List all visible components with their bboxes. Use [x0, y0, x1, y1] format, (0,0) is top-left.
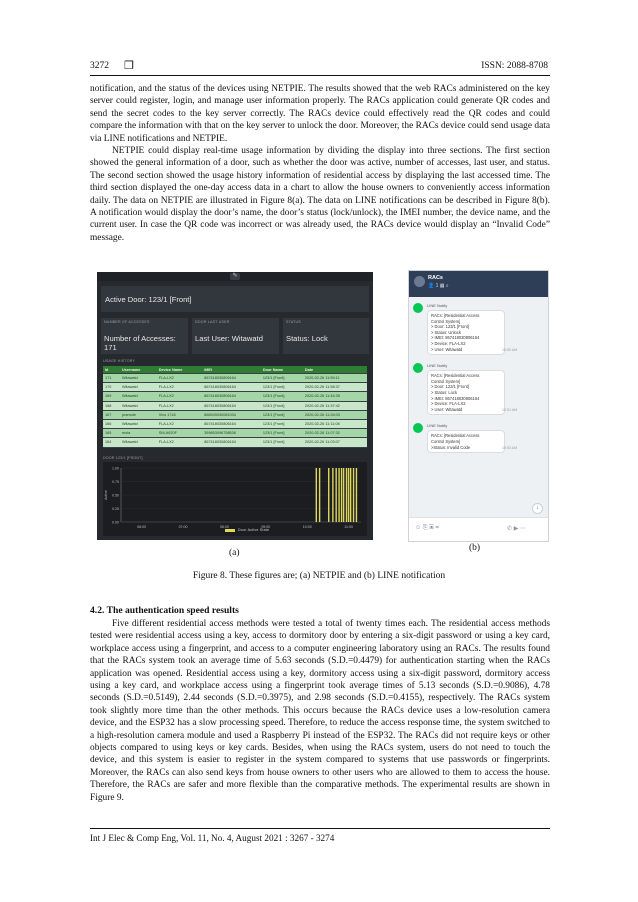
- table-cell: 2020-02-26 11:58:37: [303, 383, 367, 392]
- toolbar-icons[interactable]: ☺ ⎘ ▣ ⌗: [415, 525, 439, 531]
- table-cell: 2020-02-26 11:26:03: [303, 410, 367, 419]
- table-cell: Witawatd: [120, 374, 157, 383]
- netpie-paragraph: NETPIE could display real-time usage information by dividing the display into three sections. The first section showed the general information of a door, such as whether the door was active, number of accesses, last user, and status. The second section showed the usage history information of residential access by displaying the last accessed time. The third section displayed the one-day access data in a chart to allow the house owners to conveniently access information daily. The data on NETPIE are illustrated in Figure 8(a). The data on LINE notifications can be described in Figure 8(b). A notification would display the door’s name, the door’s status (lock/unlock), the IMEI number, the device name, and the current user. In case the QR code was incorrect or was already used, the RACs device would display an “Invalid Code” message.: [90, 146, 550, 243]
- table-cell: Witawatd: [120, 419, 157, 428]
- chart-label: DOOR 123/1 [FRONT]: [103, 456, 143, 460]
- y-tick-label: 0.50: [112, 493, 119, 498]
- table-cell: FLA-LX2: [157, 383, 202, 392]
- table-cell: 168: [103, 401, 120, 410]
- line-chat-body: [409, 297, 548, 517]
- body-text-bottom: [90, 618, 550, 804]
- table-cell: FLA-LX2: [157, 438, 202, 447]
- status-card: [283, 318, 369, 354]
- table-cell: Witawatd: [120, 392, 157, 401]
- accesses-card: [101, 318, 188, 354]
- message-line: > Device: FLA-LX2: [431, 401, 466, 407]
- message-line: > IMEI: 867418030806164: [431, 395, 480, 401]
- body-text-top: [90, 83, 550, 244]
- group-avatar: [414, 276, 425, 287]
- table-cell: 867418030806164: [202, 401, 261, 410]
- bar: [350, 468, 351, 522]
- table-cell: 2020-02-26 11:07:32: [303, 429, 367, 438]
- table-row: [103, 410, 367, 419]
- pencil-icon[interactable]: ✎: [230, 273, 240, 280]
- table-cell: 2020-02-26 11:11:08: [303, 419, 367, 428]
- message-line: > User: Witawatd: [431, 346, 463, 352]
- bar: [332, 468, 333, 522]
- section-heading: 4.2. The authentication speed results: [90, 605, 239, 616]
- line-notify-avatar: [413, 363, 423, 373]
- usage-history-table: [103, 366, 367, 448]
- message-bubble: [427, 370, 505, 415]
- y-tick-label: 1.00: [112, 466, 119, 471]
- table-cell: 2020-02-26 11:03:07: [303, 438, 367, 447]
- x-tick-label: 07:00: [178, 525, 188, 529]
- active-door-text: Active Door: 123/1 [Front]: [105, 295, 192, 304]
- bar: [353, 468, 354, 522]
- x-tick-label: 11:00: [344, 525, 353, 529]
- table-cell: 123/1 [Front]: [261, 438, 303, 447]
- header-rule: [90, 75, 550, 76]
- col-id[interactable]: Id: [103, 366, 120, 374]
- y-axis-label: Active: [104, 490, 108, 500]
- col-imei[interactable]: IMEI: [202, 366, 261, 374]
- message-line: > Status: Lock: [431, 389, 458, 395]
- message-line: > Status: Unlock: [431, 329, 461, 335]
- message-line: > User: Witawatd: [431, 406, 463, 412]
- message-bubble: [427, 310, 505, 355]
- table-cell: FLA-LX2: [157, 374, 202, 383]
- table-cell: 171: [103, 374, 120, 383]
- table-cell: FLA-LX2: [157, 392, 202, 401]
- sender-name: LINE Notify: [427, 363, 448, 369]
- intro-paragraph: notification, and the status of the devices using NETPIE. The results showed that the web RACs administered on the key server could register, login, and manage user information properly. The RACs application could generate QR codes and send the secret codes to the key server correctly. The RACs device could effectively read the QR codes and could compare the information with that on the key server to unlock the door. Moreover, the RACs device could send usage data via LINE notifications and NETPIE.: [90, 84, 550, 144]
- footer-rule: [90, 828, 550, 829]
- table-cell: 123/1 [Front]: [261, 429, 303, 438]
- results-paragraph: Five different residential access methods were tested a total of twenty times each. The residential access methods tested were residential access using a key, access to dormitory door by entering a six-digit password or using a key card, workplace access using a fingerprint, and access to a computer engineering laboratory using an RACs. The results found that the RACs system took an average time of 5.63 seconds (S.D.=0.4479) for authentication starting when the RACs application was opened. Residential access using a key, dormitory access using a six-digit password, dormitory access using a key card, and workplace access using a fingerprint took average times of 5.13 seconds (S.D.=0.9086), 4.78 seconds (S.D.=0.5149), 2.44 seconds (S.D.=0.3975), and 2.98 seconds (S.D.=0.4155), respectively. The RACs system took slightly more time than the other methods. This occurs because the RACs device uses a low-resolution camera device, and the ESP32 has a slow processing speed. Therefore, to reduce the access response time, the system switched to a high-resolution camera module and used a Raspberry Pi instead of the ESP32. The RACs did not require keys or other objects compared to using keys or key cards. Besides, when using the RACs system, users do not need to touch the device, and this system is easier to register in the system compared to systems that use passwords or fingerprints. Moreover, the RACs can also send keys from house owners to other users who are allowed to them to access the house. Therefore, the RACs are safer and more flexible than the comparative methods. The experimental results are shown in Figure 9.: [90, 619, 550, 803]
- bar: [343, 468, 344, 522]
- line-input-bar: [409, 517, 548, 542]
- bar: [341, 468, 342, 522]
- bar: [348, 468, 349, 522]
- table-cell: 123/1 [Front]: [261, 392, 303, 401]
- last-user-card: [192, 318, 279, 354]
- x-tick-label: 09:00: [261, 525, 271, 529]
- status-text: Status: Lock: [286, 334, 328, 343]
- col-door-name[interactable]: Door Name: [261, 366, 303, 374]
- table-cell: 867418030806164: [202, 392, 261, 401]
- scroll-down-icon[interactable]: ↓: [532, 503, 543, 514]
- label-a: (a): [229, 548, 240, 558]
- table-cell: pramote: [120, 410, 157, 419]
- table-cell: 867418030806164: [202, 438, 261, 447]
- table-cell: 165: [103, 429, 120, 438]
- message-line: > IMEI: 867418030806164: [431, 335, 480, 341]
- usage-history-label: USAGE HISTORY: [103, 359, 136, 363]
- table-cell: 170: [103, 383, 120, 392]
- col-device-name[interactable]: Device Name: [157, 366, 202, 374]
- y-tick-label: 0.25: [112, 506, 119, 511]
- bar: [335, 468, 336, 522]
- table-cell: 123/1 [Front]: [261, 383, 303, 392]
- table-row: [103, 438, 367, 447]
- call-icons[interactable]: ✆ ▶ ⋯: [507, 526, 526, 532]
- table-row: [103, 374, 367, 383]
- footer: Int J Elec & Comp Eng, Vol. 11, No. 4, August 2021 : 3267 - 3274: [90, 833, 335, 843]
- table-cell: mola: [120, 429, 157, 438]
- table-cell: 867418030806164: [202, 419, 261, 428]
- table-row: [103, 429, 367, 438]
- table-row: [103, 401, 367, 410]
- y-tick-label: 0.00: [112, 520, 119, 525]
- table-cell: 166: [103, 419, 120, 428]
- message-time: 10:53 AM: [502, 446, 518, 451]
- bar: [346, 468, 347, 522]
- chart-legend: Door Active State: [238, 528, 270, 532]
- table-cell: 2020-02-26 11:37:42: [303, 401, 367, 410]
- last-user-text: Last User: Witawatd: [195, 334, 263, 343]
- message-line: > Door: 123/1 [Front]: [431, 384, 469, 390]
- y-tick-label: 0.75: [112, 479, 119, 484]
- box-icon: ❒: [124, 60, 134, 72]
- figure-caption: Figure 8. These figures are; (a) NETPIE and (b) LINE notification: [192, 571, 446, 581]
- table-row: [103, 392, 367, 401]
- message-line: RACs: [Residential Access: [431, 313, 480, 318]
- active-door-card: [101, 286, 369, 312]
- netpie-dashboard: [97, 272, 373, 540]
- table-cell: FLA-LX2: [157, 401, 202, 410]
- table-row: [103, 383, 367, 392]
- table-cell: FLA-LX2: [157, 419, 202, 428]
- table-cell: SM-A920F: [157, 429, 202, 438]
- chat-title: RACs: [428, 275, 443, 281]
- table-header-row: [103, 366, 367, 374]
- x-tick-label: 08:00: [219, 525, 229, 529]
- table-row: [103, 419, 367, 428]
- message-line: > Device: FLA-LX2: [431, 340, 466, 346]
- line-header: [409, 271, 548, 297]
- table-cell: 2020-02-26 11:44:39: [303, 392, 367, 401]
- table-cell: 167: [103, 410, 120, 419]
- table-cell: 866949030081934: [202, 410, 261, 419]
- bar: [338, 468, 339, 522]
- label-b: (b): [469, 543, 481, 553]
- page-number: 3272: [90, 61, 109, 71]
- sender-name: LINE Notify: [427, 303, 448, 308]
- message-line: RACs: [Residential Access: [431, 373, 480, 379]
- col-date[interactable]: Date: [303, 366, 367, 374]
- bar: [356, 468, 357, 522]
- message-line: >Status: Invalid Code: [431, 444, 471, 450]
- table-cell: 169: [103, 392, 120, 401]
- table-cell: 123/1 [Front]: [261, 419, 303, 428]
- line-notify-avatar: [413, 303, 423, 313]
- message-time: 10:50 AM: [502, 348, 518, 353]
- accesses-small-label: NUMBER OF ACCESSES: [104, 320, 150, 324]
- last-user-small-label: DOOR LAST USER: [195, 320, 230, 324]
- line-notify-avatar: [413, 423, 423, 433]
- table-cell: Witawatd: [120, 438, 157, 447]
- x-tick-label: 06:00: [137, 525, 147, 529]
- message-line: > Door: 123/1 [Front]: [431, 324, 469, 330]
- message-line: RACs: [Residential Access: [431, 433, 480, 439]
- issn: ISSN: 2088-8708: [481, 61, 548, 71]
- x-tick-label: 10:00: [302, 525, 312, 529]
- line-notify-window: [408, 270, 549, 542]
- col-username[interactable]: Username: [120, 366, 157, 374]
- table-cell: 867418030806164: [202, 374, 261, 383]
- table-cell: 164: [103, 438, 120, 447]
- sender-name: LINE Notify: [427, 423, 448, 429]
- door-active-chart: [103, 462, 367, 536]
- table-cell: Witawatd: [120, 383, 157, 392]
- bar: [328, 468, 329, 522]
- legend-swatch: [225, 529, 235, 532]
- accesses-text: Number of Accesses: 171: [104, 334, 176, 352]
- table-cell: 123/1 [Front]: [261, 410, 303, 419]
- message-bubble: [427, 430, 505, 453]
- table-cell: Vivo 1718: [157, 410, 202, 419]
- table-cell: 867418030806164: [202, 383, 261, 392]
- table-cell: Witawatd: [120, 401, 157, 410]
- header-icons[interactable]: 👤 1 ▦ ⌕: [428, 283, 449, 289]
- status-small-label: STATUS: [286, 320, 301, 324]
- message-line: Control System]: [431, 318, 461, 324]
- bar: [319, 468, 320, 522]
- message-line: Control System]: [431, 378, 461, 384]
- bar: [316, 468, 317, 522]
- table-cell: 123/1 [Front]: [261, 401, 303, 410]
- table-cell: 123/1 [Front]: [261, 374, 303, 383]
- table-cell: 2020-02-26 11:59:11: [303, 374, 367, 383]
- message-time: 10:51 AM: [502, 408, 518, 413]
- message-line: Control System]: [431, 438, 461, 444]
- table-cell: 359853096758536: [202, 429, 261, 438]
